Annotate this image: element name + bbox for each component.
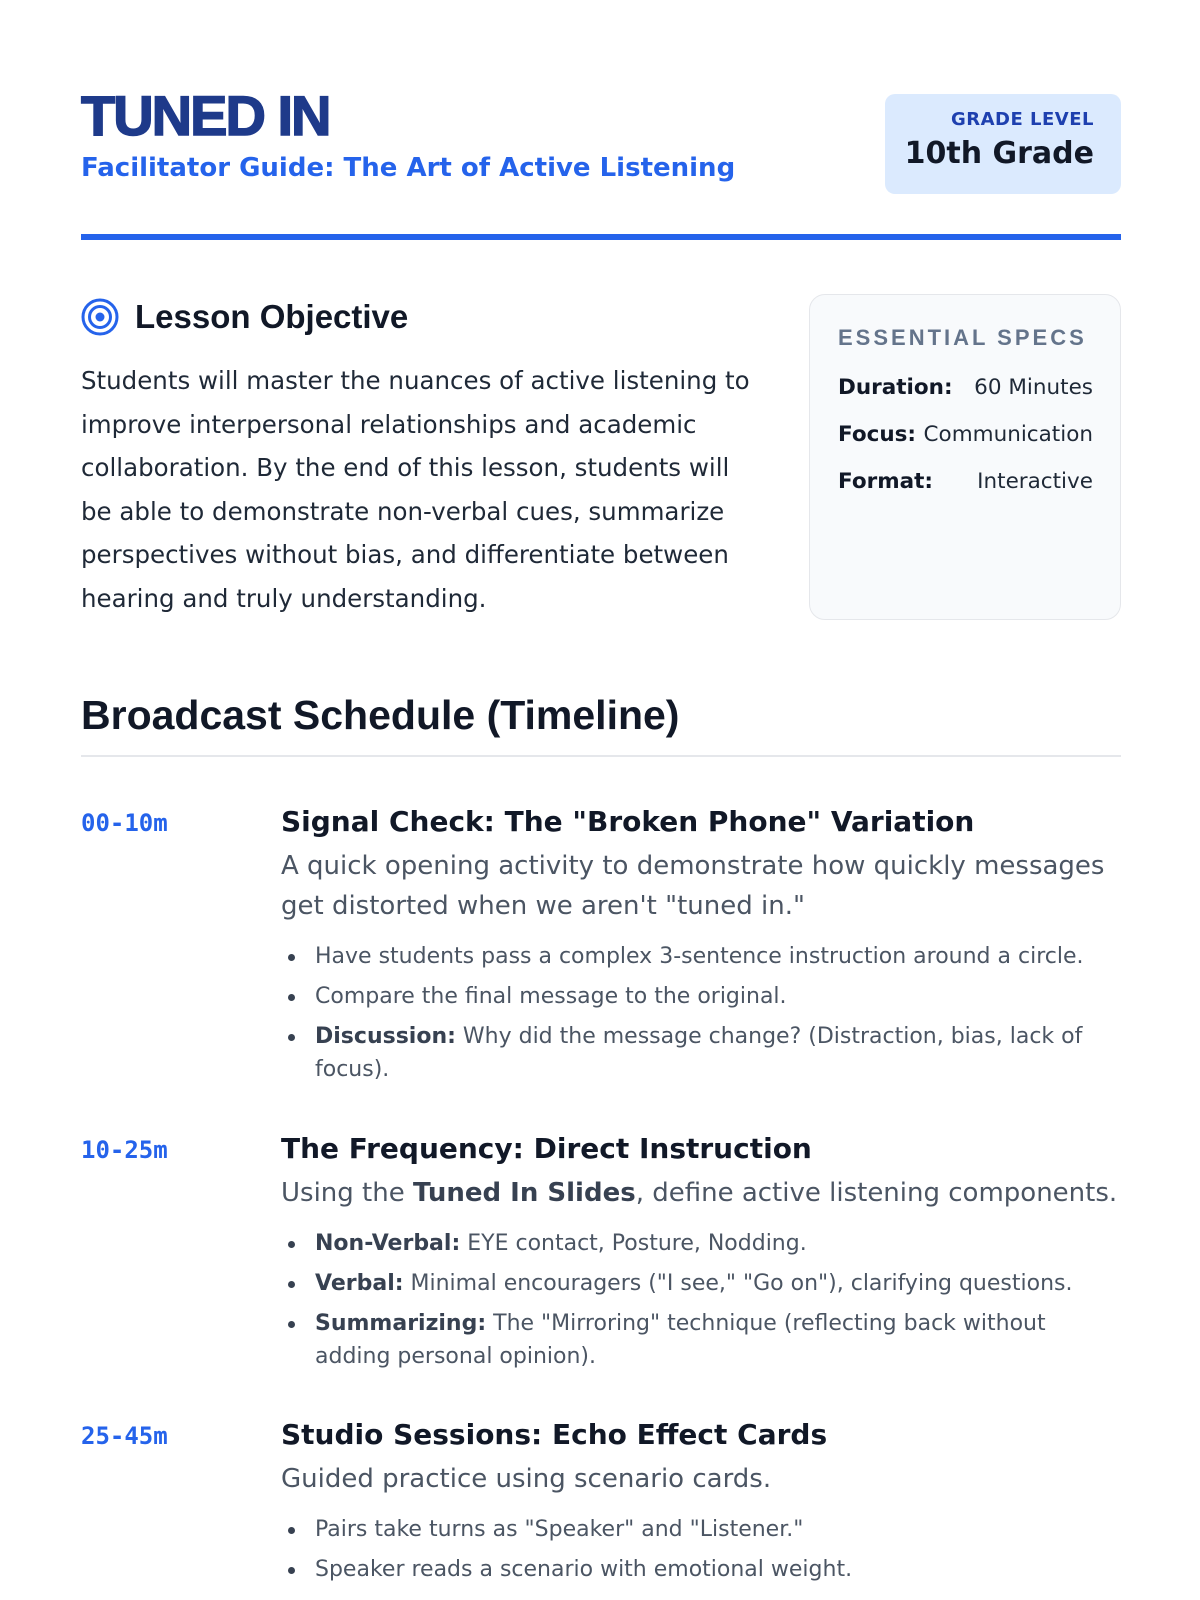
target-icon [81, 298, 119, 336]
timeline-item-description [281, 1173, 1121, 1213]
timeline-bullet-list [281, 940, 1121, 1086]
description-text: Guided practice using scenario cards. [281, 1464, 772, 1494]
bullet-label: Summarizing: [315, 1311, 487, 1336]
timeline-bullet-list [281, 1227, 1121, 1373]
specs-title: ESSENTIAL SPECS [838, 325, 1087, 350]
timeline-item-description [281, 1459, 1121, 1499]
spec-key: Duration: [838, 375, 953, 400]
timeline-item-title: Studio Sessions: Echo Effect Cards [281, 1418, 828, 1451]
description-emphasis: Tuned In Slides [412, 1178, 636, 1208]
bullet-item [281, 1227, 1121, 1260]
bullet-text: Compare the final message to the original. [315, 984, 787, 1009]
bullet-item [281, 1020, 1121, 1086]
bullet-item [281, 940, 1121, 973]
page-subtitle: Facilitator Guide: The Art of Active Listening [81, 153, 736, 183]
description-text-after: , define active listening components. [635, 1178, 1118, 1208]
bullet-label: Non-Verbal: [315, 1231, 461, 1256]
bullet-text: Why did the message change? (Distraction, bias, lack of focus). [315, 1024, 1083, 1082]
bullet-text: EYE contact, Posture, Nodding. [460, 1231, 807, 1256]
objective-text: Students will master the nuances of active listening to improve interpersonal relationships and academic collaboration. By the end of this lesson, students will be able to demonstrate non-verbal cues, summarize perspectives without bias, and differentiate between hearing and truly understanding. [81, 366, 750, 613]
bullet-text: Pairs take turns as "Speaker" and "Listener." [315, 1517, 804, 1542]
bullet-item [281, 980, 1121, 1013]
timeline-item-body [281, 802, 1121, 1093]
bullet-label: Verbal: [315, 1271, 404, 1296]
bullet-item [281, 1267, 1121, 1300]
bullet-text: Minimal encouragers ("I see," "Go on"), clarifying questions. [403, 1271, 1073, 1296]
objective-title: Lesson Objective [135, 298, 409, 335]
schedule-divider [81, 755, 1121, 757]
timeline-item-title: The Frequency: Direct Instruction [281, 1132, 812, 1165]
description-text: A quick opening activity to demonstrate how quickly messages get distorted when we aren't "tuned in." [281, 851, 1105, 921]
header-divider [81, 234, 1121, 240]
grade-level-badge [885, 94, 1121, 194]
spec-key: Format: [838, 469, 933, 494]
bullet-item [281, 1553, 1121, 1586]
bullet-item [281, 1513, 1121, 1546]
page-title: TUNED IN [81, 84, 330, 147]
bullet-label: Discussion: [315, 1024, 456, 1049]
timeline-item-description [281, 846, 1121, 926]
spec-row-duration [838, 373, 1093, 420]
grade-level-label: GRADE LEVEL [950, 109, 1094, 130]
spec-row-format [838, 467, 1093, 514]
spec-value: Communication [923, 422, 1093, 447]
schedule-title: Broadcast Schedule (Timeline) [81, 692, 680, 738]
timeline-item-title: Signal Check: The "Broken Phone" Variation [281, 805, 975, 838]
spec-key: Focus: [838, 422, 917, 447]
timeline-bullet-list [281, 1513, 1121, 1586]
objective-heading-row [81, 295, 761, 339]
lesson-plan-page [81, 0, 1121, 1600]
timeline-time: 00-10m [81, 809, 168, 837]
spec-row-focus [838, 420, 1093, 467]
lesson-objective-section [81, 295, 761, 620]
timeline-item-body [281, 1129, 1121, 1380]
timeline-time: 25-45m [81, 1422, 168, 1450]
bullet-text: Speaker reads a scenario with emotional weight. [315, 1557, 853, 1582]
grade-level-value: 10th Grade [904, 136, 1094, 171]
bullet-text: Have students pass a complex 3-sentence instruction around a circle. [315, 944, 1084, 969]
timeline-time: 10-25m [81, 1136, 168, 1164]
timeline-item-body [281, 1415, 1121, 1593]
description-text: Using the [281, 1178, 413, 1208]
spec-value: Interactive [977, 469, 1093, 494]
bullet-item [281, 1307, 1121, 1373]
bullet-text: The "Mirroring" technique (reflecting back without adding personal opinion). [315, 1311, 1046, 1369]
page-header [81, 86, 1121, 206]
essential-specs-card [809, 294, 1121, 620]
spec-value: 60 Minutes [974, 375, 1093, 400]
